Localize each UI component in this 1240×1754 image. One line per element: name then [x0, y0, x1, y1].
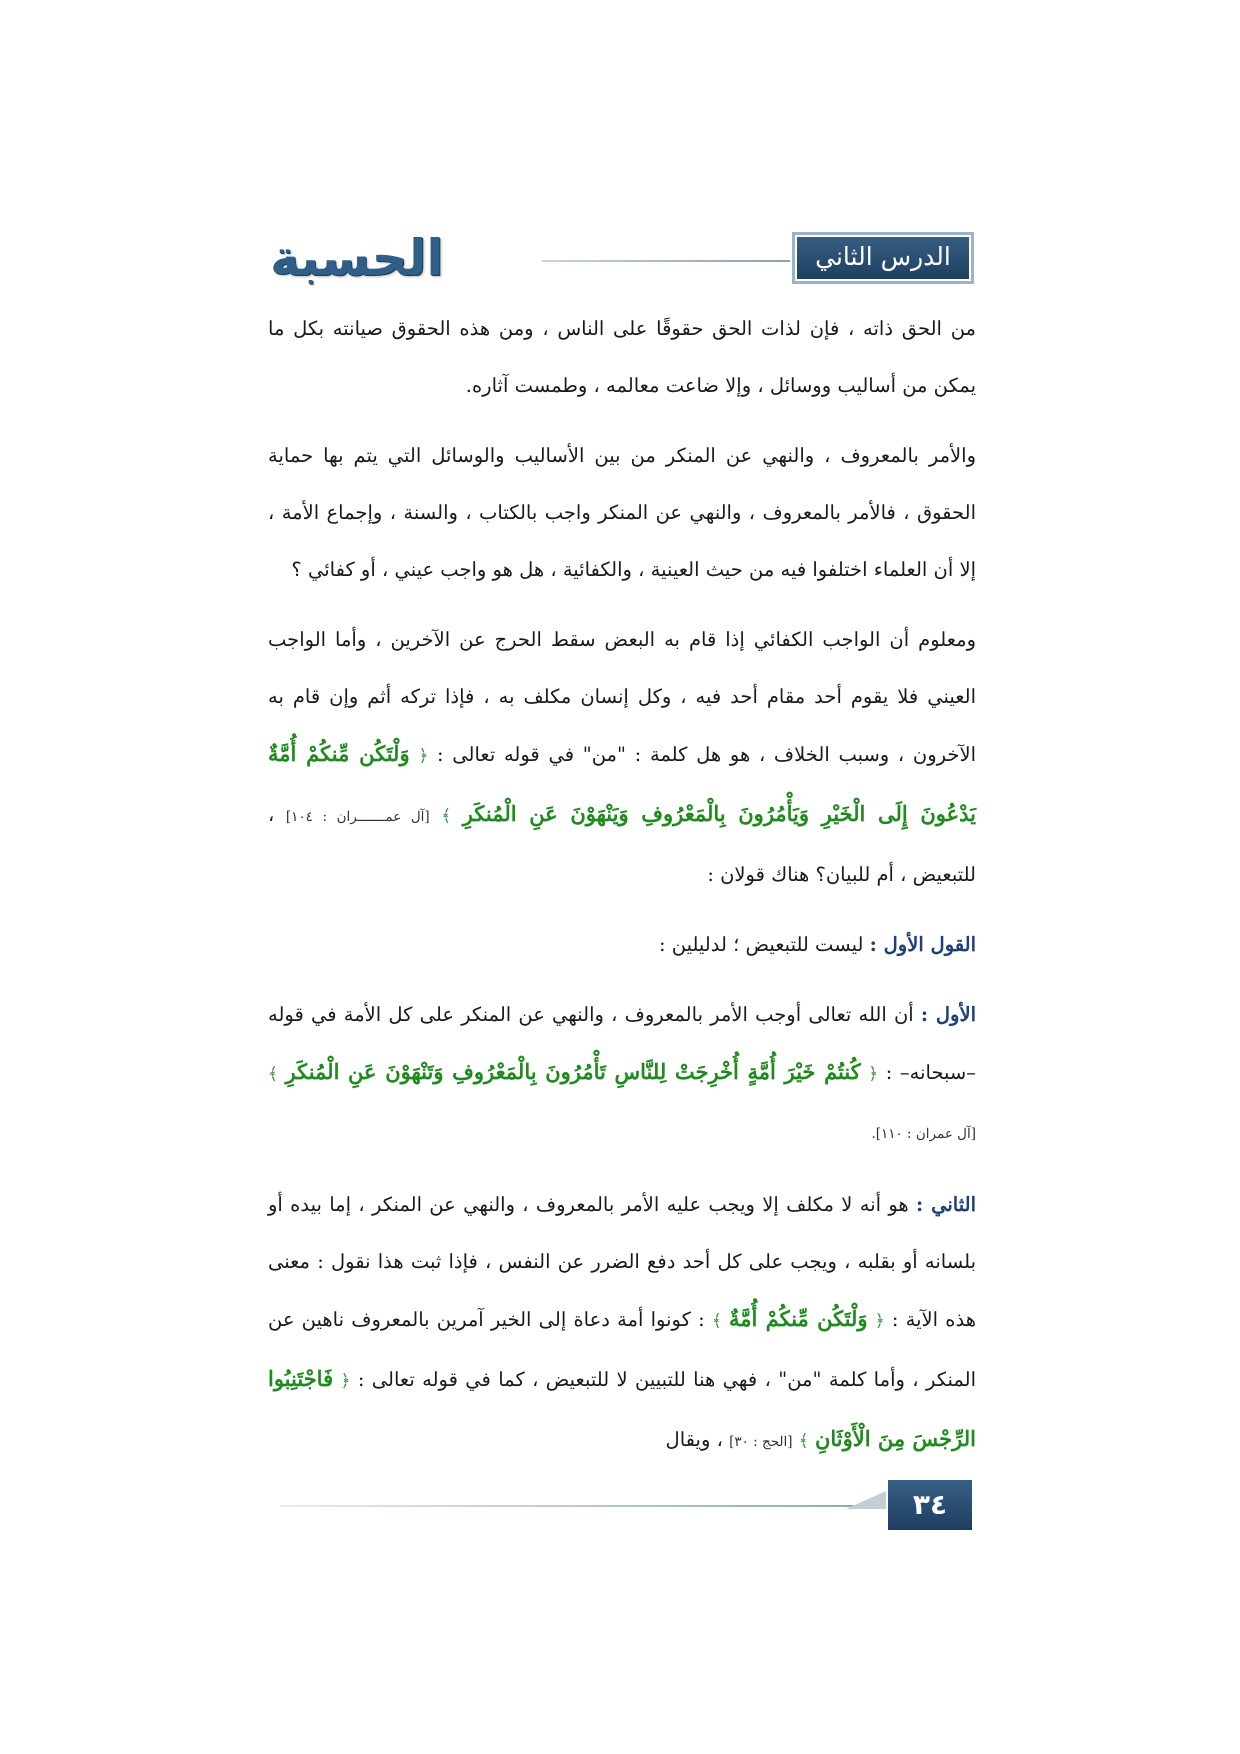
page-body	[268, 300, 976, 1484]
paragraph-text: ، للتبعيض ، أم للبيان؟ هناك قولان :	[268, 803, 976, 886]
verse-close-bracket: ﴾	[268, 1064, 278, 1084]
paragraph-text: : كونوا أمة دعاة إلى الخير آمرين بالمعروف ناهين عن المنكر ، وأما كلمة "من" ، فهي هنا للتبيين لا للتبعيض ، كما في قوله تعالى :	[268, 1308, 976, 1391]
book-title: الحسبة	[270, 229, 444, 287]
verse-close-bracket: ﴾	[711, 1311, 722, 1331]
section-term: الثاني :	[916, 1193, 976, 1216]
paragraph-2	[268, 427, 976, 598]
section-term: القول الأول :	[869, 933, 976, 956]
paragraph-text: ليست للتبعيض ؛ لدليلين :	[658, 933, 864, 956]
verse-open-bracket: ﴿	[868, 1064, 879, 1084]
paragraph-text: أن الله تعالى أوجب الأمر بالمعروف ، والنهي عن المنكر على كل الأمة في قوله –سبحانه– :	[268, 1003, 977, 1084]
paragraph-1	[268, 300, 976, 414]
verse-close-bracket: ﴾	[798, 1431, 809, 1451]
verse-reference: [الحج : ٣٠]	[729, 1434, 793, 1450]
verse-reference: [آل عمـــــــران : ١٠٤]	[285, 809, 430, 825]
page-header	[270, 229, 974, 288]
quran-verse: وَلْتَكُن مِّنكُمْ أُمَّةٌ	[728, 1306, 868, 1331]
quran-verse: وَلْتَكُن مِّنكُمْ أُمَّةٌ يَدْعُونَ إِلَى الْخَيْرِ وَيَأْمُرُونَ بِالْمَعْرُوفِ وَيَنْهَوْنَ عَنِ الْمُنكَرِ	[268, 741, 977, 826]
page-number: ٣٤	[888, 1480, 972, 1530]
paragraph-text: ، ويقال	[665, 1428, 723, 1451]
footer-ornament	[846, 1491, 886, 1509]
footer-divider	[280, 1505, 880, 1507]
verse-open-bracket: ﴿	[874, 1311, 885, 1331]
quran-verse: كُنتُمْ خَيْرَ أُمَّةٍ أُخْرِجَتْ لِلنَّاسِ تَأْمُرُونَ بِالْمَعْرُوفِ وَتَنْهَوْنَ عَنِ الْمُنكَرِ	[285, 1059, 861, 1084]
paragraph-5	[268, 986, 976, 1163]
section-term: الأول :	[920, 1003, 976, 1026]
paragraph-text: والأمر بالمعروف ، والنهي عن المنكر من بين الأساليب والوسائل التي يتم بها حماية الحقوق ، فالأمر بالمعروف ، والنهي عن المنكر واجب بالكتاب ، والسنة ، وإجماع الأمة ، إلا أن العلماء اختلفوا فيه من حيث العينية ، والكفائية ، هل هو واجب عيني ، أو كفائي ؟	[268, 444, 976, 581]
verse-reference: [آل عمران : ١١٠].	[871, 1126, 976, 1142]
paragraph-3	[268, 611, 976, 903]
paragraph-text: من الحق ذاته ، فإن لذات الحق حقوقًا على الناس ، ومن هذه الحقوق صيانته بكل ما يمكن من أساليب ووسائل ، وإلا ضاعت معالمه ، وطمست آثاره.	[268, 317, 976, 397]
header-divider	[542, 260, 790, 262]
verse-open-bracket: ﴿	[340, 1371, 351, 1391]
verse-close-bracket: ﴾	[441, 806, 452, 826]
paragraph-text: ومعلوم أن الواجب الكفائي إذا قام به البعض سقط الحرج عن الآخرين ، وأما الواجب العيني فلا يقوم أحد مقام أحد فيه ، وكل إنسان مكلف به ، فإذا تركه أثم وإن قام به الآخرون ، وسبب الخلاف ، هو هل كلمة : "من" في قوله تعالى :	[268, 628, 977, 766]
paragraph-6	[268, 1176, 976, 1471]
paragraph-4	[268, 916, 976, 973]
verse-open-bracket: ﴿	[418, 746, 429, 766]
paragraph-text: هو أنه لا مكلف إلا ويجب عليه الأمر بالمعروف ، والنهي عن المنكر ، إما بيده أو بلسانه أو بقلبه ، ويجب على كل أحد دفع الضرر عن النفس ، فإذا ثبت هذا نقول : معنى هذه الآية :	[268, 1193, 976, 1331]
lesson-label: الدرس الثاني	[792, 232, 974, 284]
quran-verse: فَاجْتَنِبُوا الرِّجْسَ مِنَ الْأَوْثَانِ	[268, 1366, 976, 1451]
